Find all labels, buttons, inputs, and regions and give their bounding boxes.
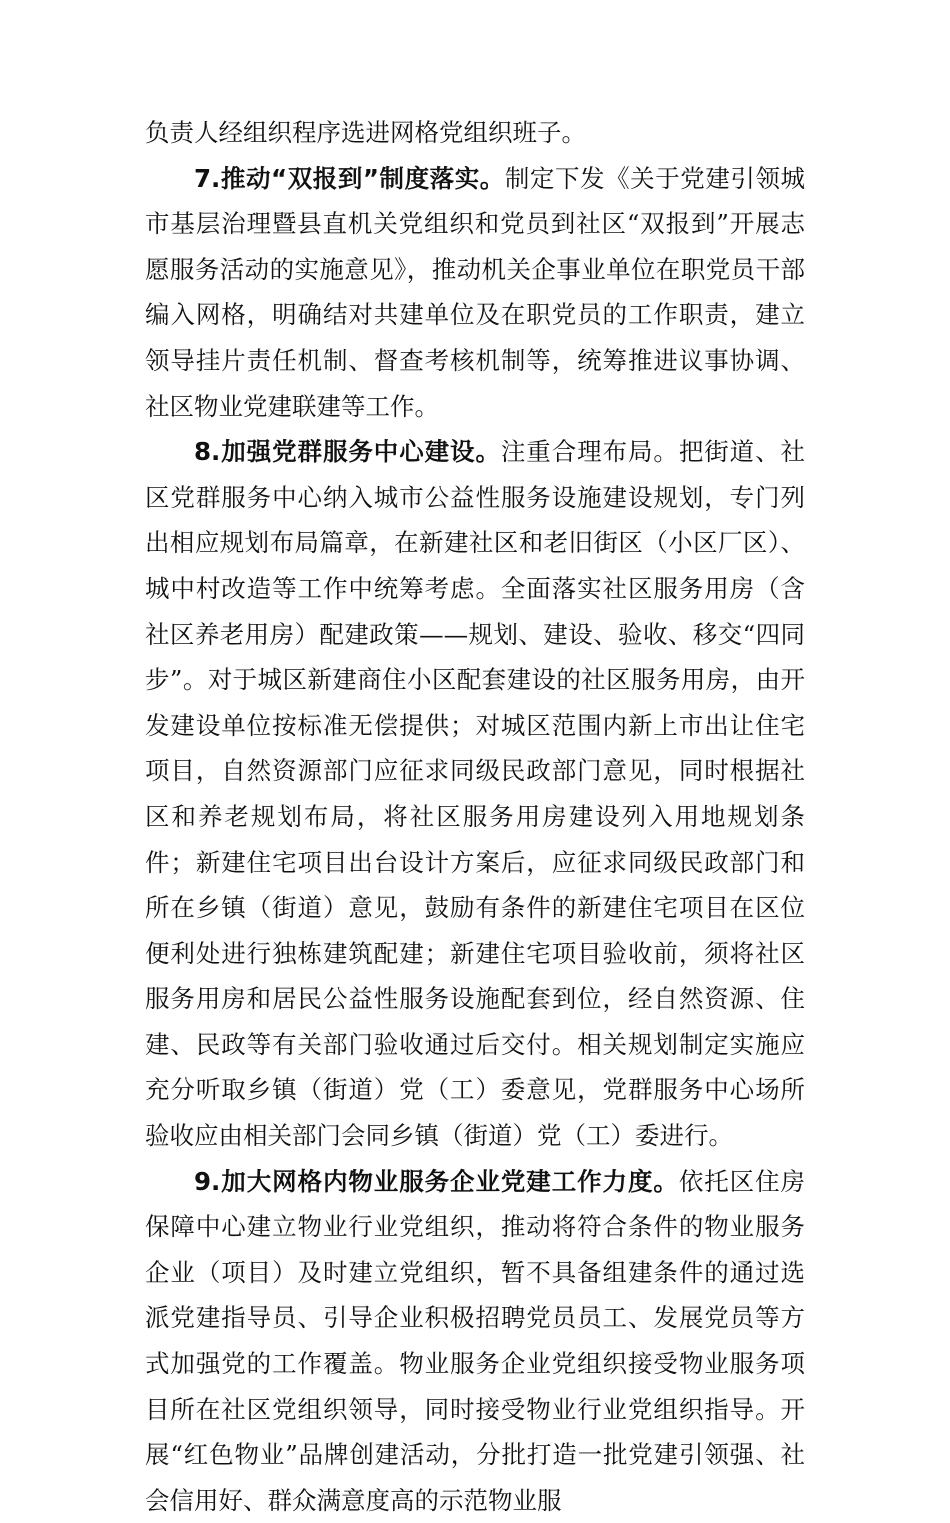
paragraph-continuation <box>145 110 805 156</box>
paragraph-body: 制定下发《关于党建引领城市基层治理暨县直机关党组织和党员到社区“双报到”开展志愿服务活动的实施意见》，推动机关企事业单位在职党员干部编入网格，明确结对共建单位及在职党员的工作职责，建立领导挂片责任机制、督查考核机制等，统筹推进议事协调、社区物业党建联建等工作。 <box>145 163 806 421</box>
paragraph-heading: 9.加大网格内物业服务企业党建工作力度。 <box>194 1166 679 1196</box>
paragraph-body: 依托区住房保障中心建立物业行业党组织，推动将符合条件的物业服务企业（项目）及时建立党组织，暂不具备组建条件的通过选派党建指导员、引导企业积极招聘党员员工、发展党员等方式加强党的工作覆盖。物业服务企业党组织接受物业服务项目所在社区党组织领导，同时接受物业行业党组织指导。开展“红色物业”品牌创建活动，分批打造一批党建引领强、社会信用好、群众满意度高的示范物业服 <box>145 1166 806 1515</box>
paragraph-body: 注重合理布局。把街道、社区党群服务中心纳入城市公益性服务设施建设规划，专门列出相应规划布局篇章，在新建社区和老旧街区（小区厂区）、城中村改造等工作中统筹考虑。全面落实社区服务用房（含社区养老用房）配建政策——规划、建设、验收、移交“四同步”。对于城区新建商住小区配套建设的社区服务用房，由开发建设单位按标准无偿提供；对城区范围内新上市出让住宅项目，自然资源部门应征求同级民政部门意见，同时根据社区和养老规划布局，将社区服务用房建设列入用地规划条件；新建住宅项目出台设计方案后，应征求同级民政部门和所在乡镇（街道）意见，鼓励有条件的新建住宅项目在区位便利处进行独栋建筑配建；新建住宅项目验收前，须将社区服务用房和居民公益性服务设施配套到位，经自然资源、住建、民政等有关部门验收通过后交付。相关规划制定实施应充分听取乡镇（街道）党（工）委意见，党群服务中心场所验收应由相关部门会同乡镇（街道）党（工）委进行。 <box>145 437 806 1151</box>
paragraph-item-9 <box>145 1159 805 1523</box>
paragraph-item-8 <box>145 429 805 1159</box>
document-page <box>145 110 805 1523</box>
paragraph-body: 负责人经组织程序选进网格党组织班子。 <box>145 118 586 147</box>
paragraph-heading: 7.推动“双报到”制度落实。 <box>194 163 505 193</box>
paragraph-heading: 8.加强党群服务中心建设。 <box>194 437 501 467</box>
paragraph-item-7 <box>145 156 805 430</box>
